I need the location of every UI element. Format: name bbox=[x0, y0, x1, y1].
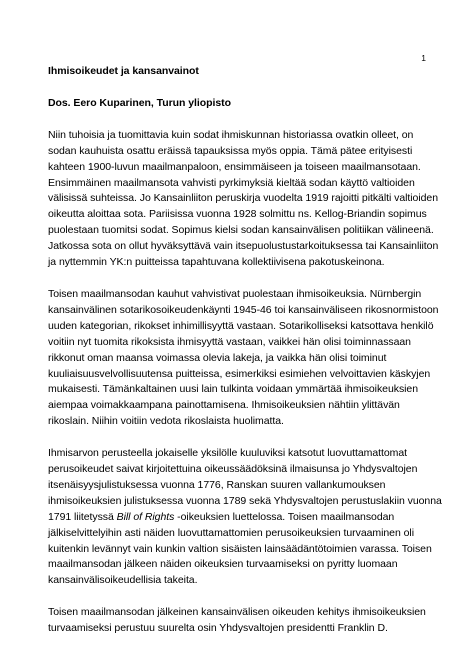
paragraph-line: Toisen maailmansodan kauhut vahvistivat puolestaan ihmisoikeuksia. Nürnbergin bbox=[48, 287, 422, 300]
paragraph-line: kuuliaisuusvelvollisuutensa puitteissa, esimerkiksi esimiehen velvoittavien käskyjen bbox=[48, 367, 431, 380]
paragraph-line: kuitenkin levännyt vain kunkin valtion sisäisten lainsäädäntötoimien varassa. Toisen bbox=[48, 542, 432, 555]
paragraph-line: turvaamiseksi perustuu suurelta osin Yhdysvaltojen presidentti Franklin D. bbox=[48, 622, 388, 635]
paragraph-line: Niin tuhoisia ja tuomittavia kuin sodat ihmiskunnan historiassa ovatkin olleet, on bbox=[48, 128, 414, 141]
paragraph-line: mukaisesti. Tämänkaltainen uusi lain tulkinta voidaan ymmärtää ihmisoikeuksien bbox=[48, 383, 419, 396]
paragraph-line: Ihmisarvon perusteella jokaiselle yksilölle kuuluviksi katsotut luovuttamattomat bbox=[48, 447, 407, 460]
document-body bbox=[48, 64, 442, 653]
paragraphs-container bbox=[48, 128, 442, 637]
paragraph-line: kansainvälisoikeudellisia takeita. bbox=[48, 574, 198, 587]
paragraph-line: oikeutta aloittaa sota. Pariisissa vuonna 1928 solmittu ns. Kellog-Briandin sopimus bbox=[48, 208, 427, 221]
paragraph-line: perusoikeudet saivat kirjoitettuina oikeussäädöksinä ilmaisunsa jo Yhdysvaltojen bbox=[48, 463, 418, 476]
paragraph-line: Toisen maailmansodan jälkeinen kansainvälisen oikeuden kehitys ihmisoikeuksien bbox=[48, 606, 426, 619]
body-paragraph bbox=[48, 446, 442, 589]
document-author: Dos. Eero Kuparinen, Turun yliopisto bbox=[48, 96, 231, 109]
paragraph-line: itsenäisyysjulistuksessa vuonna 1776, Ranskan suuren vallankumouksen bbox=[48, 478, 386, 491]
paragraph-line: jälkiselvittelyihin asti näiden luovuttamattomien perusoikeuksien turvaaminen oli bbox=[48, 526, 414, 539]
paragraph-line: puolestaan tuomitsi sodat. Sopimus kielsi sodan kansainvälisen politiikan välineenä. bbox=[48, 224, 434, 237]
body-paragraph bbox=[48, 128, 439, 271]
body-paragraph bbox=[48, 287, 439, 430]
paragraph-line: rikoslain. Niihin voitiin vedota rikoslaista huolimatta. bbox=[48, 415, 284, 428]
paragraph-line: sodan kauhuista osattu eräissä tapauksissa myös oppia. Tämä pätee erityisesti bbox=[48, 144, 413, 157]
paragraph-line: voitiin nyt tuomita rikoksista ihmisyyttä vastaan, vaikkei hän olisi toiminnassaan bbox=[48, 335, 411, 348]
italic-text: Bill of Rights bbox=[116, 510, 175, 523]
paragraph-line: kansainvälinen sotarikosoikeudenkäynti 1945-46 toi kansainväliseen rikosnormistoon bbox=[48, 303, 439, 316]
paragraph-line: rikkonut oman maansa voimassa olevia lakeja, ja vaikka hän olisi toiminut bbox=[48, 351, 387, 364]
paragraph-line: kahteen 1900-luvun maailmanpaloon, ensimmäiseen ja toiseen maailmansotaan. bbox=[48, 160, 421, 173]
document-title: Ihmisoikeudet ja kansanvainot bbox=[48, 65, 199, 77]
paragraph-line: 1791 liitetyssä Bill of Rights -oikeuksien luettelossa. Toisen maailmansodan bbox=[48, 510, 395, 523]
body-paragraph bbox=[48, 605, 428, 637]
paragraph-line: ihmisoikeuksien julistuksessa vuonna 1789 sekä Yhdysvaltojen perustuslakiin vuonna bbox=[48, 494, 442, 507]
paragraph-line: Jatkossa sota on ollut hyväksyttävä vain itsepuolustustarkoituksessa tai Kansainliiton bbox=[48, 240, 439, 253]
paragraph-line: uuden kategorian, rikokset inhimillisyyttä vastaan. Sotarikolliseksi katsottava henkilö bbox=[48, 319, 434, 332]
paragraph-line: maailmansodan jälkeen näiden oikeuksien turvaamiseksi on pyritty luomaan bbox=[48, 558, 398, 571]
paragraph-line: aiempaa voimakkaampana painottamisena. Ihmisoikeuksien nähtiin ylittävän bbox=[48, 399, 400, 412]
page-number: 1 bbox=[421, 53, 426, 63]
paragraph-line: välisissä suhteissa. Jo Kansainliiton peruskirja vuodelta 1919 rajoitti pitkälti valtioiden bbox=[48, 192, 438, 205]
paragraph-line: Ensimmäinen maailmansota vahvisti pyrkimyksiä kieltää sodan käyttö valtioiden bbox=[48, 176, 415, 189]
paragraph-line: ja nyttemmin YK:n puitteissa tapahtuvana kollektiivisena pakotuskeinona. bbox=[48, 256, 385, 269]
